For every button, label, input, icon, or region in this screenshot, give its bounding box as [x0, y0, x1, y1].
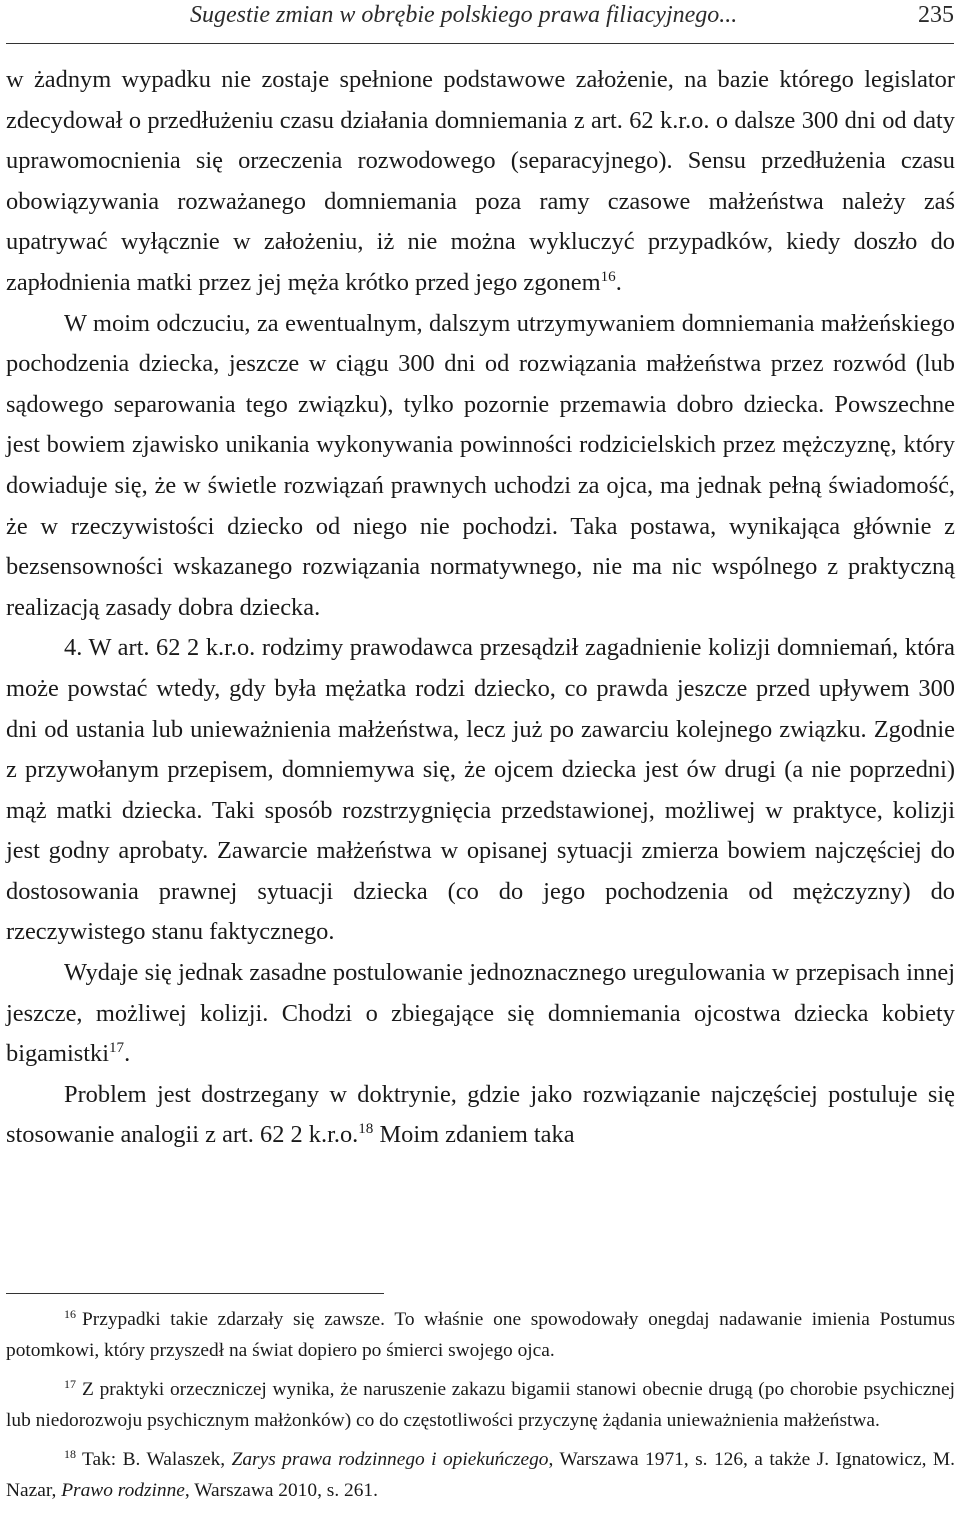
footnote-ref-18[interactable]: 18: [358, 1121, 374, 1138]
body-text: [6, 60, 955, 1156]
footnote-17: $^{17}$ Z praktyki orzeczniczej wynika, że naruszenie zakazu bigamii stanowi obecnie drugą (po chorobie psychicznej lub niedorozwoju psychicznym małżonków) co do częstotliwości przyczynę żądania unieważnienia małżeństwa.: [6, 1376, 955, 1431]
footnote-number: 16: [64, 1306, 77, 1321]
footnote-number: 18: [64, 1446, 77, 1461]
cited-title: Zarys prawa rodzinnego i opiekuńczego: [231, 1449, 549, 1470]
page-number: 235: [918, 2, 954, 28]
footnote-number: 17: [64, 1376, 77, 1391]
paragraph-2: W moim odczuciu, za ewentualnym, dalszym utrzymywaniem domniemania małżeńskiego pochodzenia dziecka, jeszcze w ciągu 300 dni od rozwiązania małżeństwa przez rozwód (lub sądowego separowania tego związku), tylko pozornie przemawia dobro dziecka. Powszechne jest bowiem zjawisko unikania wykonywania powinności rodzicielskich przez mężczyznę, który dowiaduje się, że w świetle rozwiązań prawnych uchodzi za ojca, ma jednak pełną świadomość, że w rzeczywistości dziecko od niego nie pochodzi. Taka postawa, wynikająca głównie z bezsensowności wskazanego rozwiązania normatywnego, nie ma nic wspólnego z praktyczną realizacją zasady dobra dziecka.: [6, 309, 955, 621]
running-title: Sugestie zmian w obrębie polskiego prawa filiacyjnego...: [190, 2, 738, 28]
footnote-18: $^{18}$ Tak: B. Walaszek, Zarys prawa rodzinnego i opiekuńczego, Warszawa 1971, s. 126, a także J. Ignatowicz, M. Nazar, Prawo rodzinne, Warszawa 2010, s. 261.: [6, 1446, 956, 1501]
paragraph-5: Problem jest dostrzegany w doktrynie, gdzie jako rozwiązanie najczęściej postuluje się stosowanie analogii z art. 62 2 k.r.o.$^{18}$ Moim zdaniem taka: [6, 1080, 955, 1149]
cited-title: Prawo rodzinne: [61, 1479, 185, 1501]
paragraph-1: w żadnym wypadku nie zostaje spełnione podstawowe założenie, na bazie którego legislator zdecydował o przedłużeniu czasu działania domniemania z art. 62 k.r.o. o dalsze 300 dni od daty uprawomocnienia się orzeczenia rozwodowego (separacyjnego). Sensu przedłużenia czasu obowiązywania rozważanego domniemania poza ramy czasowe małżeństwa należy zaś upatrywać wyłącznie w założeniu, iż nie można wykluczyć przypadków, kiedy doszło do zapłodnienia matki przez jej męża krótko przed jego zgonem$^{16}$.: [6, 66, 955, 296]
footnote-ref-16[interactable]: 16: [600, 268, 616, 285]
paragraph-4: Wydaje się jednak zasadne postulowanie jednoznacznego uregulowania w przepisach innej jeszcze, możliwej kolizji. Chodzi o zbiegające się domniemania ojcostwa dziecka kobiety bigamistki$^{17}$.: [6, 959, 955, 1068]
footnote-ref-17[interactable]: 17: [108, 1040, 125, 1057]
header-rule: [6, 43, 954, 44]
page-header: [0, 2, 960, 42]
footnotes: [6, 1305, 955, 1515]
footnote-rule: [6, 1293, 384, 1294]
footnote-16: $^{16}$ Przypadki takie zdarzały się zawsze. To właśnie one spowodowały onegdaj nadawanie imienia Postumus potomkowi, który przyszedł na świat dopiero po śmierci swojego ojca.: [6, 1306, 955, 1361]
paragraph-3: 4. W art. 62 2 k.r.o. rodzimy prawodawca przesądził zagadnienie kolizji domniemań, która może powstać wtedy, gdy była mężatka rodzi dziecko, co prawda jeszcze przed upływem 300 dni od ustania lub unieważnienia małżeństwa, lecz już po zawarciu kolejnego związku. Zgodnie z przywołanym przepisem, domniemywa się, że ojcem dziecka jest ów drugi (a nie poprzedni) mąż matki dziecka. Taki sposób rozstrzygnięcia przedstawionej, możliwej w praktyce, kolizji jest godny aprobaty. Zawarcie małżeństwa w opisanej sytuacji zmierza bowiem najczęściej do dostosowania prawnej sytuacji dziecka (co do jego pochodzenia od mężczyzny) do rzeczywistego stanu faktycznego.: [6, 634, 955, 946]
